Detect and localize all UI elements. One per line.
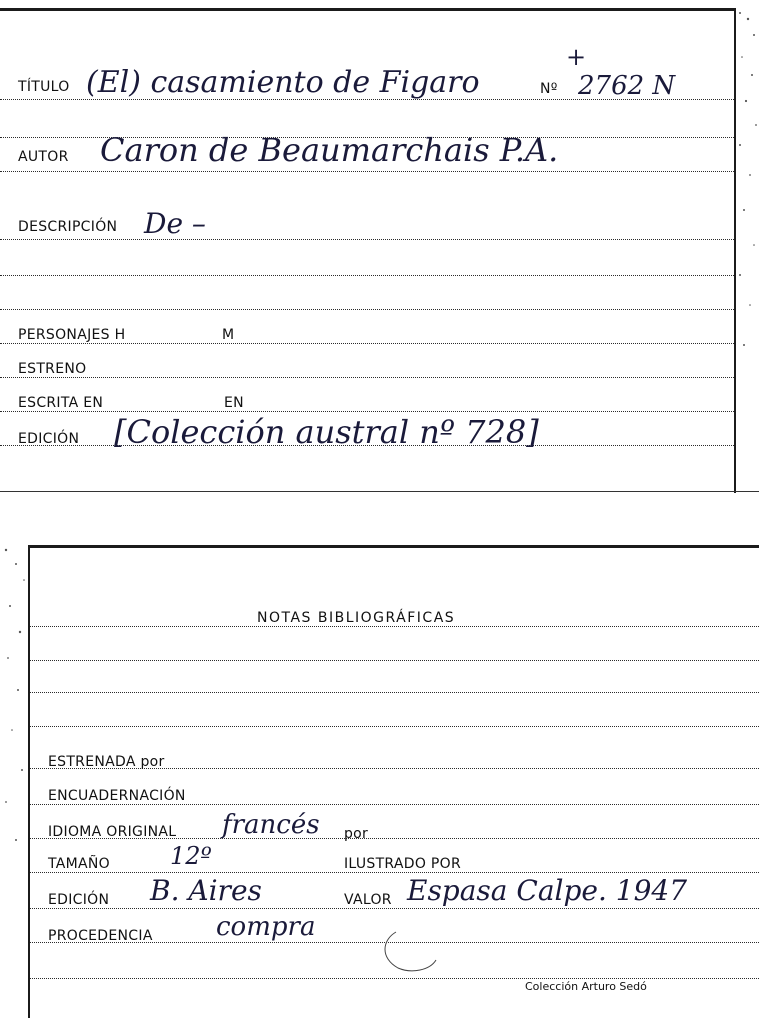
ruled-line <box>30 624 759 627</box>
valor-label: VALOR <box>344 892 392 908</box>
estrenada-label: ESTRENADA por <box>48 754 165 770</box>
ruled-line <box>30 690 759 693</box>
idioma-label: IDIOMA ORIGINAL <box>48 824 177 840</box>
encuadernacion-label: ENCUADERNACIÓN <box>48 788 186 804</box>
edicion-back-label: EDICIÓN <box>48 892 110 908</box>
ruled-line <box>0 409 734 412</box>
personajes-label: PERSONAJES H <box>18 327 126 343</box>
notas-heading: NOTAS BIBLIOGRÁFICAS <box>257 610 456 626</box>
tamano-value: 12º <box>170 842 212 870</box>
card-edge-speckle <box>0 540 30 1010</box>
edicion-value: [Colección austral nº 728] <box>114 413 539 451</box>
procedencia-value: compra <box>216 912 316 942</box>
personajes-m-label: M <box>222 327 235 343</box>
ruled-line <box>0 375 734 378</box>
catalog-card-front <box>0 8 736 493</box>
edicion-label: EDICIÓN <box>18 431 80 447</box>
edicion-back-value: B. Aires <box>150 874 262 907</box>
catalog-card-back <box>28 545 759 1018</box>
en-label: EN <box>224 395 244 411</box>
valor-value: Espasa Calpe. 1947 <box>407 874 688 907</box>
idioma-value: francés <box>222 810 320 840</box>
tamano-label: TAMAÑO <box>48 856 110 872</box>
ruled-line <box>0 307 734 310</box>
ruled-line <box>0 169 734 172</box>
collection-stamp: Colección Arturo Sedó <box>525 980 647 993</box>
card-edge-speckle <box>734 5 759 495</box>
ruled-line <box>30 724 759 727</box>
descripcion-value: De – <box>144 207 206 240</box>
titulo-value: (El) casamiento de Figaro <box>86 65 480 100</box>
por-label: por <box>344 826 369 842</box>
autor-label: AUTOR <box>18 149 69 165</box>
titulo-label: TÍTULO <box>18 79 70 95</box>
card-separator-line <box>0 491 759 492</box>
ilustrado-label: ILUSTRADO POR <box>344 856 461 872</box>
ruled-line <box>30 658 759 661</box>
autor-value: Caron de Beaumarchais P.A. <box>100 131 559 169</box>
escrita-en-label: ESCRITA EN <box>18 395 104 411</box>
numero-value: 2762 N <box>578 71 676 101</box>
ruled-line <box>0 273 734 276</box>
procedencia-label: PROCEDENCIA <box>48 928 153 944</box>
ruled-line <box>30 976 759 979</box>
estreno-label: ESTRENO <box>18 361 87 377</box>
descripcion-label: DESCRIPCIÓN <box>18 219 118 235</box>
pencil-circle-mark <box>376 926 446 976</box>
ruled-line <box>0 237 734 240</box>
numero-label: Nº <box>540 81 558 97</box>
cross-mark: + <box>566 43 587 71</box>
